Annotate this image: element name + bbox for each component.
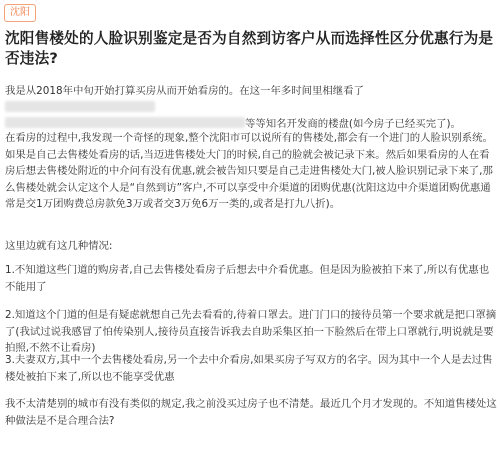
body-paragraph: 2.知道这个门道的但是有疑虑就想自己先去看看的,待着口罩去。进门门口的接待员第一个要求就是把口罩摘了(我试过说我感冒了怕传染别人,接待员直接告诉我去自助采集区拍一下脸然后在带上口罩就行,明说就是要拍照,不然不让看房) bbox=[5, 309, 497, 354]
body-paragraph: 在看房的过程中,我发现一个奇怪的现象,整个沈阳市可以说所有的售楼处,都会有一个进门的人脸识别系统。如果是自己去售楼处看房的话,当迈进售楼处大门的时候,自己的脸就会被记录下来。然后如果看房的人在看房后想去售楼处附近的中介问有没有优惠,就会被告知只要是自己走进售楼处大门,被人脸识别记录下来了,那么售楼处就会认定这个人是“自然到访”客户,不可以享受中介渠道的团购优惠(沈阳这边中介渠道团购优惠通常是交1万团购费总房款免3万或者交3万免6万一类的,或者是打九八折)。 bbox=[5, 132, 493, 210]
intro-paragraph bbox=[5, 83, 497, 133]
redacted-developers bbox=[5, 101, 155, 112]
body-paragraph: 3.夫妻双方,其中一个去售楼处看房,另一个去中介看房,如果买房子写双方的名字。因为其中一个人是去过售楼处被拍下来了,所以也不能享受优惠 bbox=[5, 354, 493, 383]
redacted-developers bbox=[5, 117, 245, 128]
body-paragraph: 我不太清楚别的城市有没有类似的规定,我之前没买过房子也不清楚。最近几个月才发现的。不知道售楼处这种做法是不是合理合法? bbox=[5, 398, 497, 427]
post-title: 沈阳售楼处的人脸识别鉴定是否为自然到访客户从而选择性区分优惠行为是否违法? bbox=[5, 30, 494, 67]
city-tag[interactable]: 沈阳 bbox=[4, 4, 36, 22]
intro-text-end: 等等知名开发商的楼盘(如今房子已经买完了)。 bbox=[245, 118, 461, 130]
body-paragraph: 1.不知道这些门道的购房者,自己去售楼处看房子后想去中介看优惠。但是因为脸被拍下来了,所以有优惠也不能用了 bbox=[5, 264, 490, 293]
intro-text-start: 我是从2018年中旬开始打算买房从而开始看房的。在这一年多时间里相继看了 bbox=[5, 85, 364, 97]
body-paragraph: 这里边就有这几种情况: bbox=[5, 240, 113, 252]
